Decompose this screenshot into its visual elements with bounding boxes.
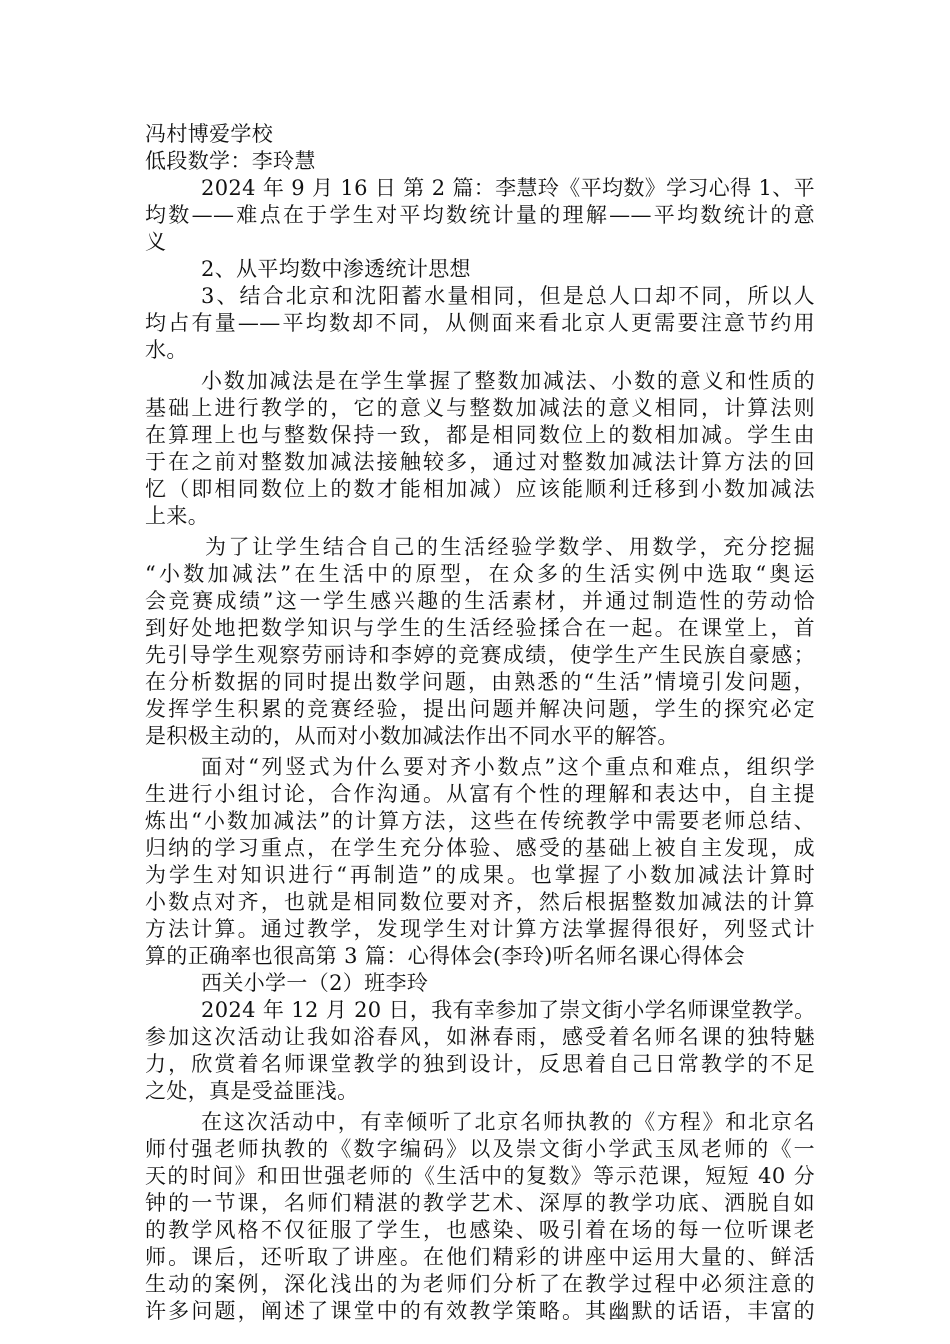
text-line: 为学生对知识进行“再制造”的成果。也掌握了小数加减法计算时 [145,863,815,887]
text-line: 许多问题，阐述了课堂中的有效教学策略。其幽默的话语，丰富的 [145,1299,815,1323]
text-line: 方法计算。通过教学，发现学生对计算方法掌握得很好，列竖式计 [145,917,815,941]
text-line: 面对“列竖式为什么要对齐小数点”这个重点和难点，组织学 [201,755,815,779]
text-line: 先引导学生观察劳丽诗和李婷的竞赛成绩，使学生产生民族自豪感； [145,643,815,667]
text-line: 均占有量——平均数却不同，从侧面来看北京人更需要注意节约用 [145,311,815,335]
text-line: 3、结合北京和沈阳蓄水量相同，但是总人口却不同，所以人 [201,284,815,308]
text-line: 在这次活动中，有幸倾听了北京名师执教的《方程》和北京名 [201,1110,815,1134]
text-line: 基础上进行教学的，它的意义与整数加减法的意义相同，计算法则 [145,396,815,420]
text-line: 西关小学一（2）班李玲 [201,971,429,995]
text-line: 到好处地把数学知识与学生的生活经验揉合在一起。在课堂上，首 [145,616,815,640]
text-line: 力，欣赏着名师课堂教学的独到设计，反思着自己日常教学的不足 [145,1052,815,1076]
text-line: 在算理上也与整数保持一致，都是相同数位上的数相加减。学生由 [145,423,815,447]
text-line: 小数点对齐，也就是相同数位要对齐，然后根据整数加减法的计算 [145,890,815,914]
text-line: 均数——难点在于学生对平均数统计量的理解——平均数统计的意 [145,203,815,227]
text-line: 师。课后，还听取了讲座。在他们精彩的讲座中运用大量的、鲜活 [145,1245,815,1269]
text-line: 2、从平均数中渗透统计思想 [201,257,471,281]
text-line: 钟的一节课，名师们精湛的教学艺术、深厚的教学功底、洒脱自如 [145,1191,815,1215]
text-line: 参加这次活动让我如浴春风，如淋春雨，感受着名师名课的独特魅 [145,1025,815,1049]
text-line: 生进行小组讨论，合作沟通。从富有个性的理解和表达中，自主提 [145,782,815,806]
text-line: 忆（即相同数位上的数才能相加减）应该能顺利迁移到小数加减法 [145,477,815,501]
text-line: 2024 年 12 月 20 日，我有幸参加了崇文街小学名师课堂教学。 [201,998,816,1022]
text-line: 义 [145,230,167,254]
text-line: 小数加减法是在学生掌握了整数加减法、小数的意义和性质的 [201,369,815,393]
text-line: 算的正确率也很高第 3 篇：心得体会(李玲)听名师名课心得体会 [145,944,745,968]
text-line: 为了让学生结合自己的生活经验学数学、用数学，充分挖掘 [205,535,815,559]
text-line: 归纳的学习重点，在学生充分体验、感受的基础上被自主发现，成 [145,836,815,860]
text-line: 于在之前对整数加减法接触较多，通过对整数加减法计算方法的回 [145,450,815,474]
text-line: 水。 [145,338,188,362]
text-line: “小数加减法”在生活中的原型，在众多的生活实例中选取“奥运 [145,562,815,586]
text-line: 的教学风格不仅征服了学生，也感染、吸引着在场的每一位听课老 [145,1218,815,1242]
text-line: 2024 年 9 月 16 日 第 2 篇：李慧玲《平均数》学习心得 1、平 [201,176,815,200]
text-line: 炼出“小数加减法”的计算方法，这些在传统教学中需要老师总结、 [145,809,815,833]
text-line: 上来。 [145,504,210,528]
text-line: 是积极主动的，从而对小数加减法作出不同水平的解答。 [145,724,679,748]
text-line: 师付强老师执教的《数字编码》以及崇文街小学武玉凤老师的《一 [145,1137,815,1161]
text-line: 在分析数据的同时提出数学问题，由熟悉的“生活”情境引发问题， [145,670,815,694]
author-line: 低段数学：李玲慧 [145,149,316,173]
text-line: 生动的案例，深化浅出的为老师们分析了在教学过程中必须注意的 [145,1272,815,1296]
text-line: 天的时间》和田世强老师的《生活中的复数》等示范课，短短 40 分 [145,1164,815,1188]
text-line: 发挥学生积累的竞赛经验，提出问题并解决问题，学生的探究必定 [145,697,815,721]
text-line: 会竞赛成绩”这一学生感兴趣的生活素材，并通过制造性的劳动恰 [145,589,815,613]
text-line: 之处，真是受益匪浅。 [145,1079,359,1103]
school-name-line: 冯村博爱学校 [145,122,274,146]
